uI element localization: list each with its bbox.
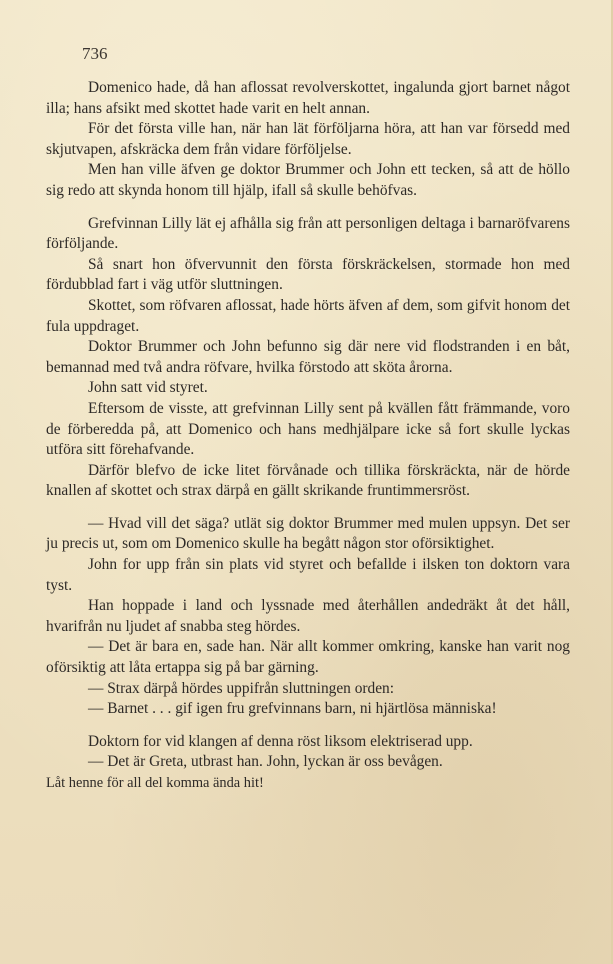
- paragraph: — Hvad vill det säga? utlät sig doktor Brummer med mulen uppsyn. Det ser ju precis ut, som om Domenico skulle ha begått någon stor oförsiktighet.: [46, 514, 570, 553]
- paragraph: Doktor Brummer och John befunno sig där nere vid flodstranden i en båt, bemannad med två andra röfvare, hvilka förstodo att sköta årorna.: [46, 338, 570, 376]
- page-number: 736: [82, 44, 108, 63]
- paragraph: — Det är Greta, utbrast han. John, lyckan är oss bevågen.: [88, 753, 443, 771]
- paragraph: Men han ville äfven ge doktor Brummer och John ett tecken, så att de höllo sig redo att skynda honom till hjälp, ifall så skulle behöfvas.: [46, 161, 570, 199]
- paragraph: Därför blefvo de icke litet förvånade och tillika förskräckta, när de hörde knallen af skottet och strax därpå en gällt skrikande fruntimmersröst.: [46, 461, 570, 500]
- paragraph: — Strax därpå hördes uppifrån sluttningen orden:: [88, 679, 395, 697]
- paragraph: John satt vid styret.: [88, 379, 208, 397]
- paragraph: — Barnet . . . gif igen fru grefvinnans barn, ni hjärtlösa människa!: [88, 700, 497, 718]
- paragraph: För det första ville han, när han lät förföljarna höra, att han var försedd med skjutvapen, afskräcka dem från vidare förföljelse.: [46, 120, 570, 158]
- paragraph: Skottet, som röfvaren aflossat, hade hörts äfven af dem, som gifvit honom det fula uppdraget.: [46, 296, 570, 335]
- paragraph: Eftersom de visste, att grefvinnan Lilly sent på kvällen fått främmande, voro de förberedda på, att Domenico och hans medhjälpare icke så fort skulle lyckas utföra sitt förehafvande.: [46, 399, 570, 459]
- paragraph: Låt henne för all del komma ända hit!: [46, 775, 264, 791]
- body-text: [46, 78, 570, 794]
- paragraph: — Det är bara en, sade han. När allt kommer omkring, kanske han varit nog oförsiktig att låta ertappa sig på bar gärning.: [46, 638, 570, 677]
- paragraph: Doktorn for vid klangen af denna röst liksom elektriserad upp.: [88, 732, 473, 750]
- paragraph: John for upp från sin plats vid styret och befallde i ilsken ton doktorn vara tyst.: [46, 556, 570, 594]
- paragraph: Så snart hon öfvervunnit den första förskräckelsen, stormade hon med fördubblad fart i väg utför sluttningen.: [46, 255, 570, 294]
- paragraph: Grefvinnan Lilly lät ej afhålla sig från att personligen deltaga i barnaröfvarens förföljande.: [46, 214, 570, 253]
- paragraph: Domenico hade, då han aflossat revolverskottet, ingalunda gjort barnet något illa; hans afsikt med skottet hade varit en helt annan.: [46, 79, 570, 117]
- paragraph: Han hoppade i land och lyssnade med återhållen andedräkt åt det håll, hvarifrån nu ljudet af snabba steg hördes.: [46, 597, 570, 635]
